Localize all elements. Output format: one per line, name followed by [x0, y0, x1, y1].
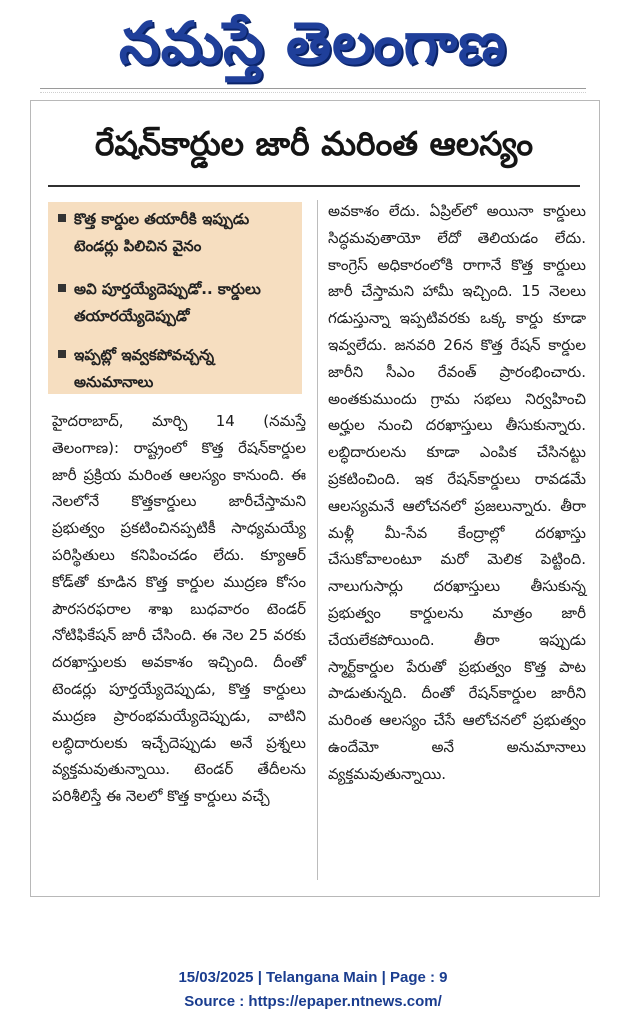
article-headline: రేషన్‌కార్డుల జారీ మరింత ఆలస్యం [94, 124, 534, 163]
highlight-item [58, 276, 298, 330]
edition-info: 15/03/2025 | Telangana Main | Page : 9 [178, 969, 448, 986]
highlight-item [58, 342, 298, 396]
highlight-item [58, 206, 298, 260]
masthead-logo: నమస్తే తెలంగాణ [119, 9, 507, 77]
highlight-text: అవి పూర్తయ్యేదెప్పుడో.. కార్డులు తయారయ్యేదెప్పుడో [74, 280, 261, 325]
article-body-text: అవకాశం లేదు. ఏప్రిల్‌లో అయినా కార్డులు సిద్ధమవుతాయో లేదో తెలియడం లేదు. కాంగ్రెస్‌ అధికారంలోకి రాగానే కొత్త కార్డులు జారీ చేస్తామని హామీ ఇచ్చింది. 15 నెలలు గడుస్తున్నా ఇప్పటివరకు ఒక్క కార్డు కూడా ఇవ్వలేదు. జనవరి 26న కొత్త రేషన్‌ కార్డుల జారీని సీఎం రేవంత్‌ ప్రారంభించారు. అంతకుముందు గ్రామ సభలు నిర్వహించి అర్హుల నుంచి దరఖాస్తులు తీసుకున్నారు. లబ్ధిదారులను కూడా ఎంపిక చేసినట్టు ప్రకటించింది. ఇక రేషన్‌కార్డులు రావడమే ఆలస్యమనే ఆలోచనలో ప్రజలున్నారు. తీరా మళ్లీ మీ-సేవ కేంద్రాల్లో దరఖాస్తు చేసుకోవాలంటూ మరో మెలిక పెట్టింది. నాలుగుసార్లు దరఖాస్తులు తీసుకున్న ప్రభుత్వం కార్డులను మాత్రం జారీ చేయలేకపోయింది. తీరా ఇప్పుడు స్మార్ట్‌కార్డుల పేరుతో ప్రభుత్వం కొత్త పాట పాడుతున్నది. దీంతో రేషన్‌కార్డుల జారీని మరింత ఆలస్యం చేసే ఆలోచనలో ప్రభుత్వం ఉందేమో అనే అనుమానాలు వ్యక్తమవుతున్నాయి. [328, 202, 586, 783]
masthead-divider [40, 88, 586, 93]
bullet-icon [58, 284, 66, 292]
column-divider [317, 200, 318, 880]
bullet-icon [58, 214, 66, 222]
source-link[interactable]: Source : https://epaper.ntnews.com/ [184, 993, 442, 1010]
article-column-left [52, 408, 306, 810]
highlight-text: కొత్త కార్డుల తయారీకి ఇప్పుడు టెండర్లు పిలిచిన వైనం [74, 210, 250, 255]
headline-divider [48, 185, 580, 187]
highlights-box [48, 202, 302, 394]
bullet-icon [58, 350, 66, 358]
page-footer [0, 966, 626, 1014]
article-column-right [328, 198, 586, 788]
article-body-text: హైదరాబాద్‌, మార్చి 14 (నమస్తే తెలంగాణ): రాష్ట్రంలో కొత్త రేషన్‌కార్డుల జారీ ప్రక్రియ మరింత ఆలస్యం కానుంది. ఈ నెలలోనే కొత్తకార్డులు జారీచేస్తామని ప్రభుత్వం ప్రకటించినప్పటికీ సాధ్యమయ్యే పరిస్థితులు కనిపించడం లేదు. క్యూఆర్‌ కోడ్‌తో కూడిన కొత్త కార్డుల ముద్రణ కోసం పౌరసరఫరాల శాఖ బుధవారం టెండర్‌ నోటిఫికేషన్‌ జారీ చేసింది. ఈ నెల 25 వరకు దరఖాస్తులకు అవకాశం ఇచ్చింది. దీంతో టెండర్లు పూర్తయ్యేదెప్పుడు, కొత్త కార్డులు ముద్రణ ప్రారంభమయ్యేదెప్పుడు, వాటిని లబ్ధిదారులకు ఇచ్చేదెప్పుడు అనే ప్రశ్నలు వ్యక్తమవుతున్నాయి. టెండర్‌ తేదీలను పరిశీలిస్తే ఈ నెలలో కొత్త కార్డులు వచ్చే [52, 412, 306, 806]
highlight-text: ఇప్పట్లో ఇవ్వకపోవచ్చన్న అనుమానాలు [74, 346, 215, 391]
